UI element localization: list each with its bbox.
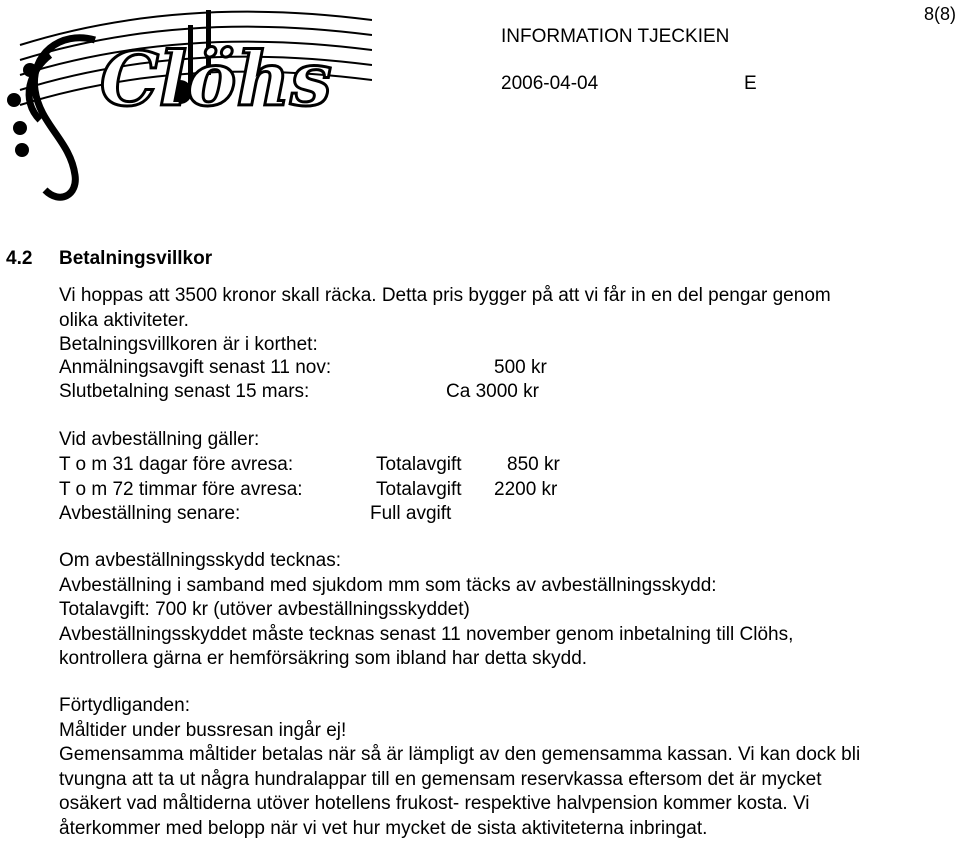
clarifications-text xyxy=(59,694,860,841)
insurance-line: kontrollera gärna er hemförsäkring som ibland har detta skydd. xyxy=(59,647,793,672)
cancellation-label: T o m 72 timmar före avresa: xyxy=(59,479,303,501)
intro-text xyxy=(59,284,831,358)
clarification-line: återkommer med belopp när vi vet hur mycket de sista aktiviteterna inbringat. xyxy=(59,817,860,841)
clarification-line: osäkert vad måltiderna utöver hotellens frukost- respektive halvpension kommer kosta. Vi xyxy=(59,792,860,817)
insurance-line: Avbeställningsskyddet måste tecknas senast 11 november genom inbetalning till Clöhs, xyxy=(59,623,793,648)
svg-text:Clöhs: Clöhs xyxy=(100,37,332,123)
payment-label: Anmälningsavgift senast 11 nov: xyxy=(59,357,331,379)
intro-line: Vi hoppas att 3500 kronor skall räcka. Detta pris bygger på att vi får in en del pengar genom xyxy=(59,284,831,309)
intro-line: Betalningsvillkoren är i korthet: xyxy=(59,333,831,358)
cancellation-heading: Vid avbeställning gäller: xyxy=(59,429,259,451)
document-code: E xyxy=(744,73,757,95)
cancellation-label: T o m 31 dagar före avresa: xyxy=(59,454,293,476)
section-number: 4.2 xyxy=(6,248,32,270)
payment-label: Slutbetalning senast 15 mars: xyxy=(59,381,309,403)
clohs-logo xyxy=(0,0,372,210)
clarification-line: Förtydliganden: xyxy=(59,694,860,719)
cancellation-fee: Totalavgift xyxy=(376,479,462,501)
cancellation-label: Avbeställning senare: xyxy=(59,503,240,525)
cancellation-fee: Full avgift xyxy=(370,503,451,525)
cancellation-amount: 850 kr xyxy=(507,454,560,476)
cancellation-fee: Totalavgift xyxy=(376,454,462,476)
cancellation-amount: 2200 kr xyxy=(494,479,557,501)
insurance-text xyxy=(59,549,793,672)
document-date: 2006-04-04 xyxy=(501,73,598,95)
insurance-line: Avbeställning i samband med sjukdom mm som täcks av avbeställningsskydd: xyxy=(59,574,793,599)
page-number: 8(8) xyxy=(924,4,956,25)
payment-amount: 500 kr xyxy=(494,357,547,379)
section-title: Betalningsvillkor xyxy=(59,248,212,270)
clarification-line: Måltider under bussresan ingår ej! xyxy=(59,719,860,744)
intro-line: olika aktiviteter. xyxy=(59,309,831,334)
document-title: INFORMATION TJECKIEN xyxy=(501,26,729,48)
clarification-line: tvungna att ta ut några hundralappar till en gemensam reservkassa eftersom det är mycket xyxy=(59,768,860,793)
payment-amount: Ca 3000 kr xyxy=(446,381,539,403)
insurance-line: Totalavgift: 700 kr (utöver avbeställningsskyddet) xyxy=(59,598,793,623)
clarification-line: Gemensamma måltider betalas när så är lämpligt av den gemensamma kassan. Vi kan dock bli xyxy=(59,743,860,768)
insurance-line: Om avbeställningsskydd tecknas: xyxy=(59,549,793,574)
